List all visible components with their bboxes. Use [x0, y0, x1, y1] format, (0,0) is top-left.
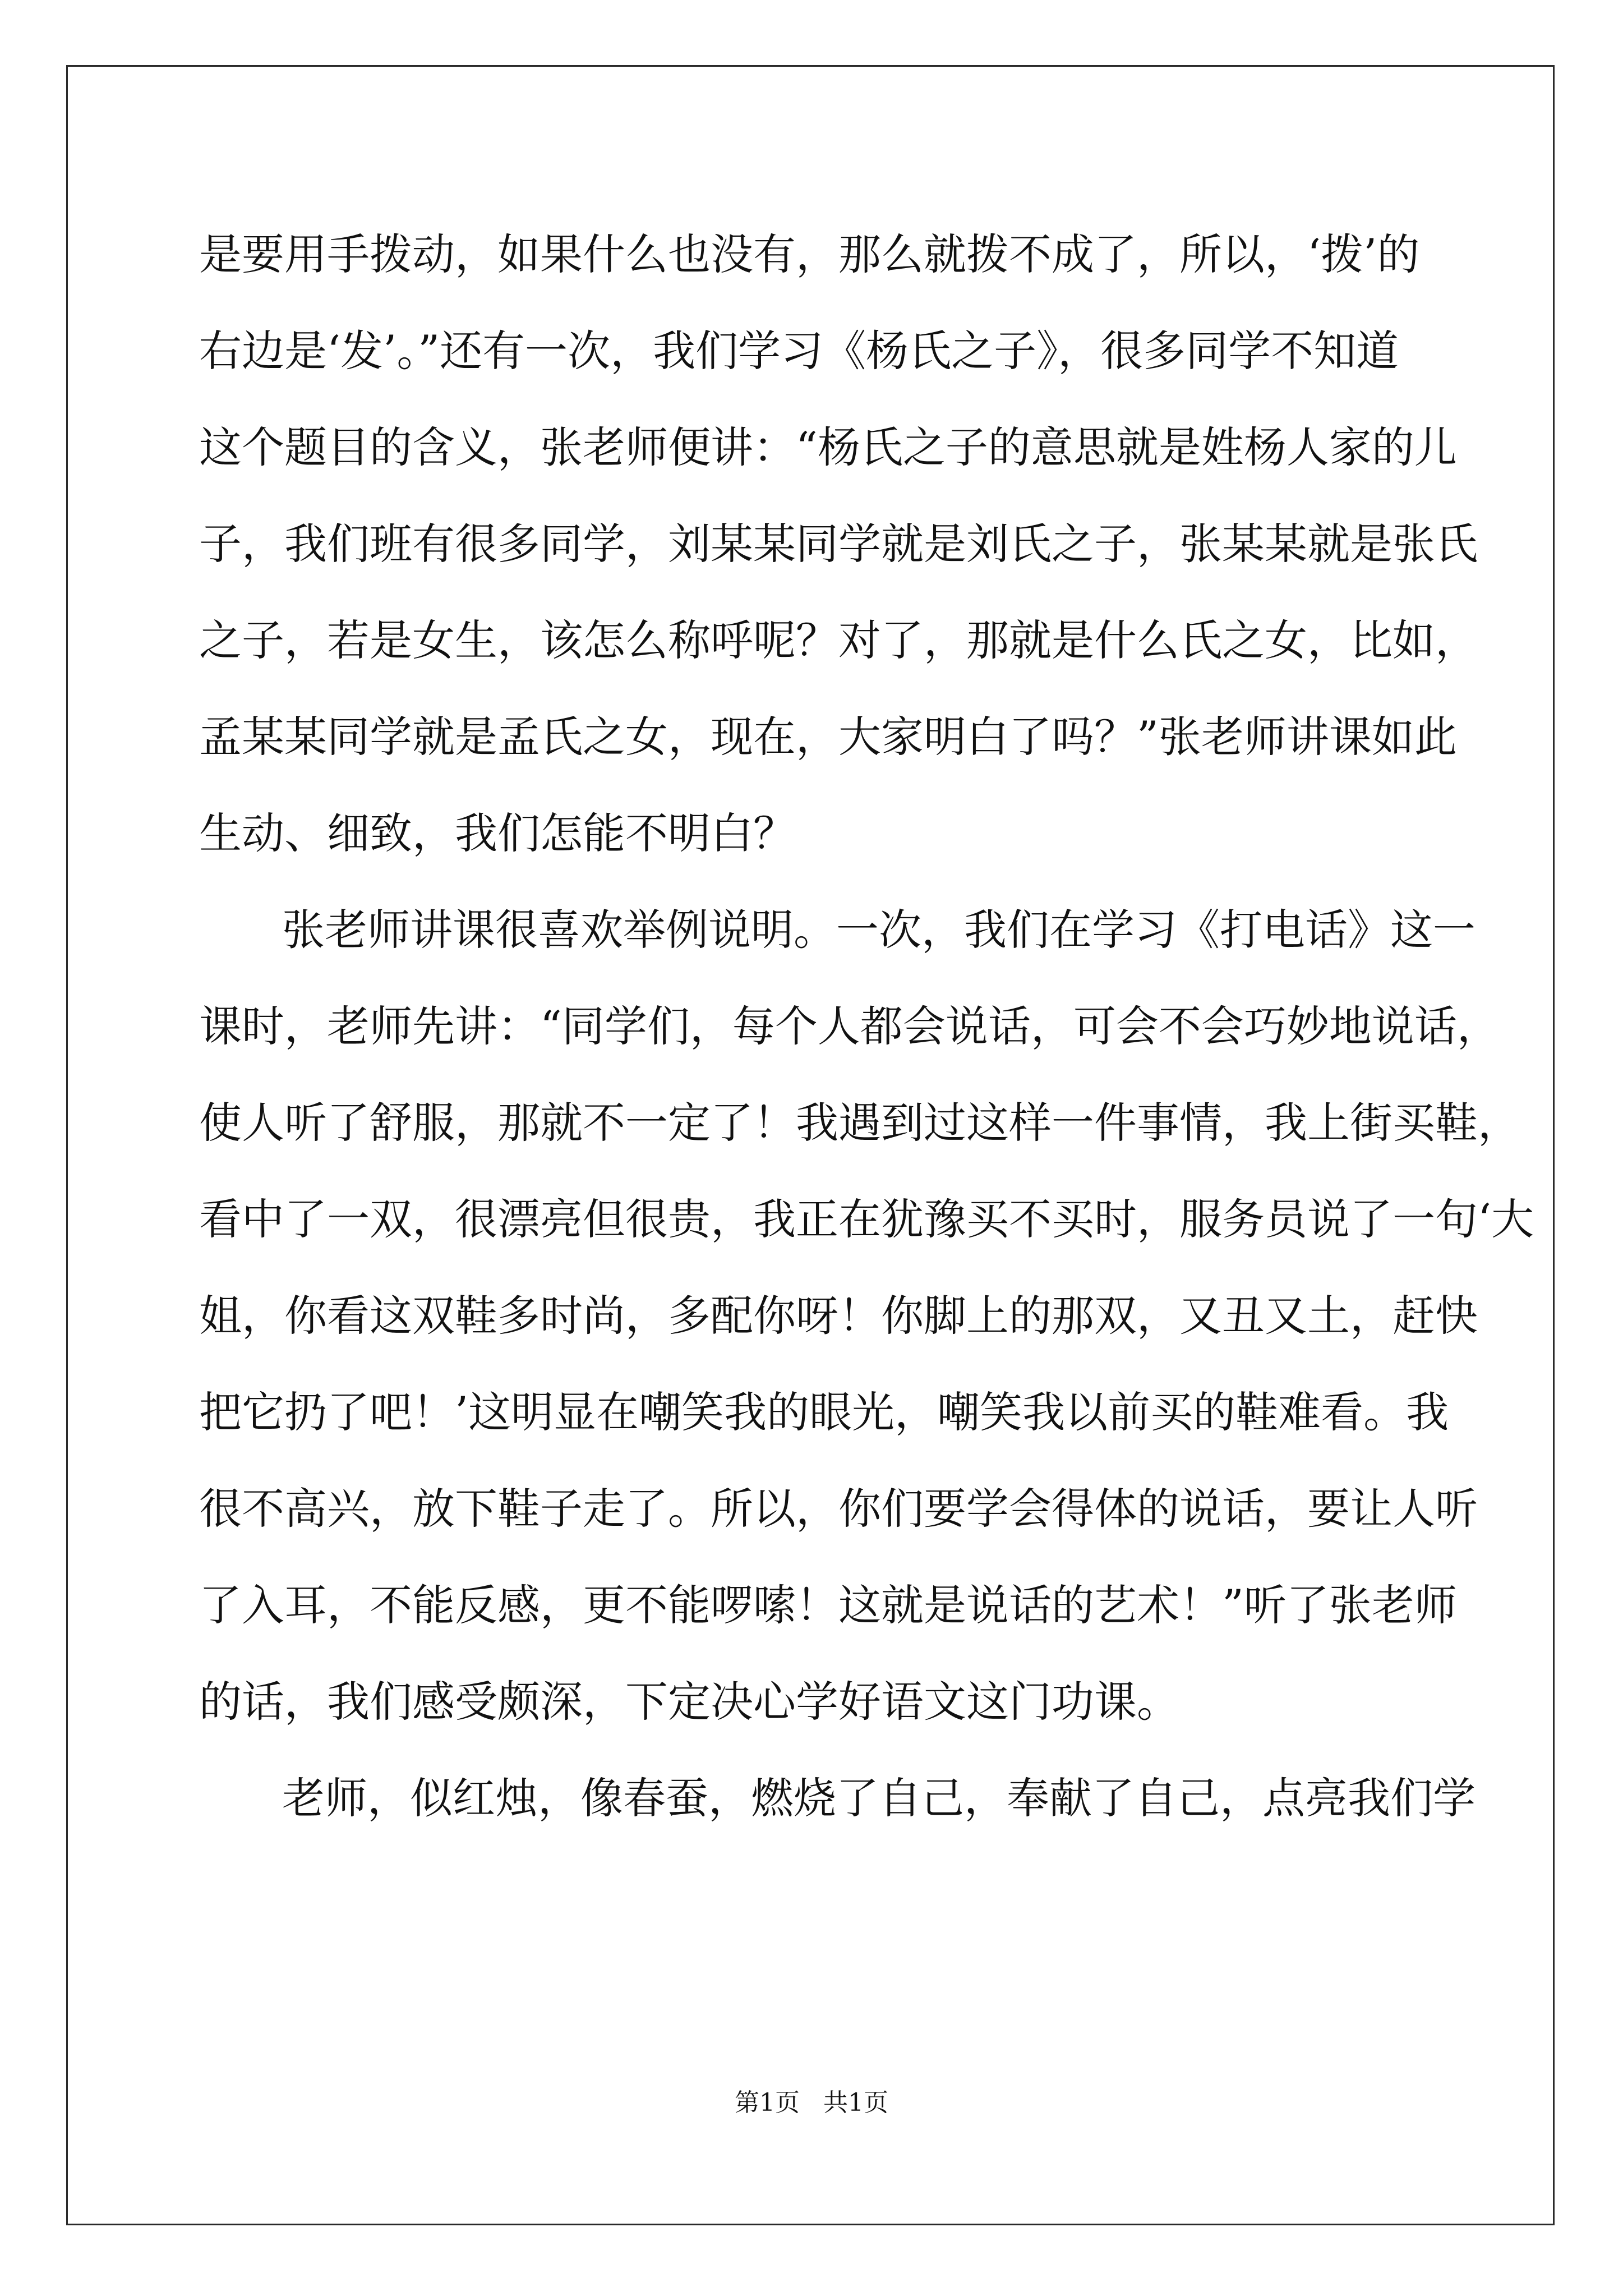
text-line: 右边是‘发’。”还有一次，我们学习《杨氏之子》，很多同学不知道 — [199, 326, 1399, 376]
text-line: 子，我们班有很多同学，刘某某同学就是刘氏之子，张某某就是张氏 — [199, 519, 1478, 569]
text-line: 使人听了舒服，那就不一定了！我遇到过这样一件事情，我上街买鞋， — [199, 1098, 1520, 1148]
paragraph-first-line: 张老师讲课很喜欢举例说明。一次，我们在学习《打电话》这一 — [282, 905, 1476, 955]
text-line: 的话，我们感受颇深，下定决心学好语文这门功课。 — [199, 1677, 1179, 1727]
page-footer — [0, 2082, 1623, 2118]
text-line: 是要用手拨动，如果什么也没有，那么就拨不成了，所以，‘拨’的 — [199, 229, 1420, 279]
text-line: 之子，若是女生，该怎么称呼呢？对了，那就是什么氏之女，比如， — [199, 615, 1478, 665]
paragraph-first-line: 老师，似红烛，像春蚕，燃烧了自己，奉献了自己，点亮我们学 — [282, 1773, 1476, 1823]
page-total: 共1页 — [823, 2088, 888, 2117]
text-line: 生动、细致，我们怎能不明白？ — [199, 808, 796, 858]
text-line: 了入耳，不能反感，更不能啰嗦！这就是说话的艺术！”听了张老师 — [199, 1580, 1457, 1630]
text-line: 把它扔了吧！’这明显在嘲笑我的眼光，嘲笑我以前买的鞋难看。我 — [199, 1387, 1449, 1437]
text-line: 课时，老师先讲：“同学们，每个人都会说话，可会不会巧妙地说话， — [199, 1001, 1500, 1051]
text-line: 孟某某同学就是孟氏之女，现在，大家明白了吗？”张老师讲课如此 — [199, 712, 1457, 762]
text-line: 这个题目的含义，张老师便讲：“杨氏之子的意思就是姓杨人家的儿 — [199, 422, 1457, 472]
text-line: 看中了一双，很漂亮但很贵，我正在犹豫买不买时，服务员说了一句‘大 — [199, 1194, 1534, 1244]
text-line: 姐，你看这双鞋多时尚，多配你呀！你脚上的那双，又丑又土，赶快 — [199, 1291, 1478, 1341]
text-line: 很不高兴，放下鞋子走了。所以，你们要学会得体的说话，要让人听 — [199, 1484, 1478, 1534]
document-body — [199, 206, 1534, 1847]
page-number: 第1页 — [735, 2088, 800, 2117]
